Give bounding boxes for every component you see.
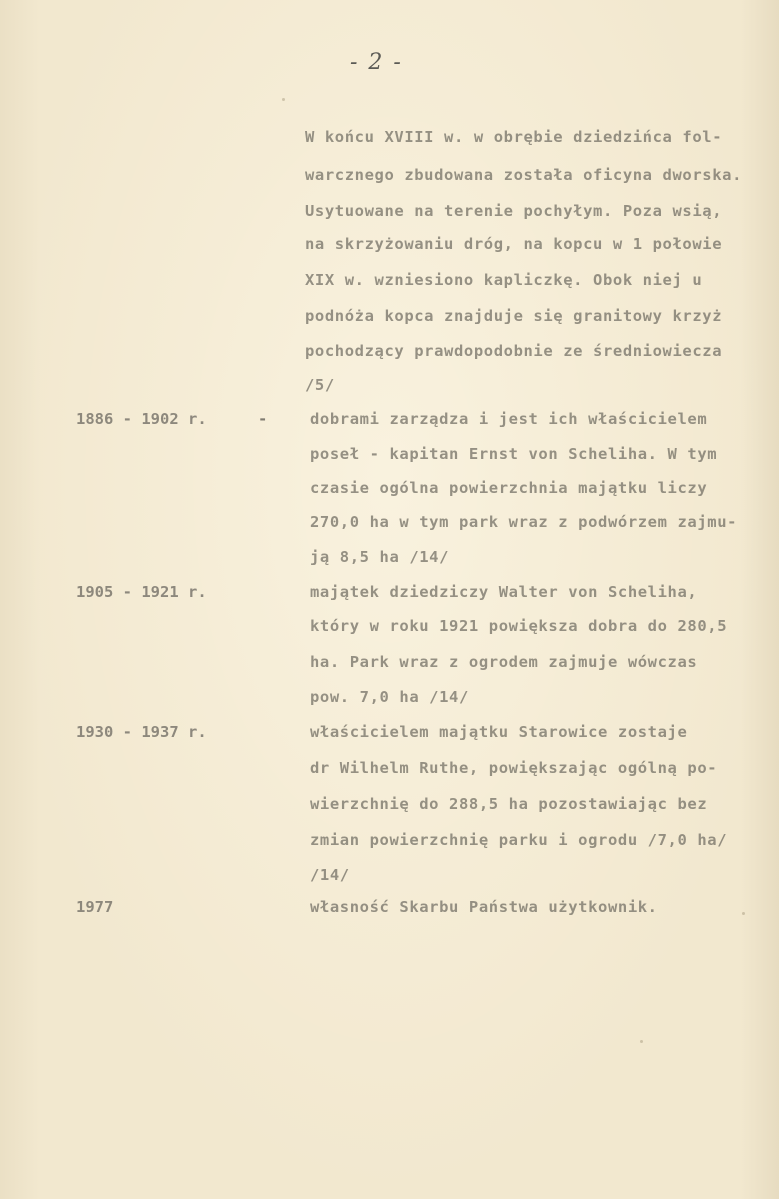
text-line: /14/: [310, 866, 350, 884]
text-line: ha. Park wraz z ogrodem zajmuje wówczas: [310, 653, 698, 671]
text-line: majątek dziedziczy Walter von Scheliha,: [310, 583, 698, 601]
text-line: wierzchnię do 288,5 ha pozostawiając bez: [310, 795, 708, 813]
text-line: pow. 7,0 ha /14/: [310, 688, 469, 706]
entry-dash: -: [258, 410, 268, 428]
text-line: warcznego zbudowana została oficyna dworska.: [305, 166, 742, 184]
paper-speck: [742, 912, 745, 915]
text-line: XIX w. wzniesiono kapliczkę. Obok niej u: [305, 271, 703, 289]
entry-date: 1930 - 1937 r.: [76, 723, 207, 741]
text-line: /5/: [305, 376, 335, 394]
entry-date: 1905 - 1921 r.: [76, 583, 207, 601]
text-line: W końcu XVIII w. w obrębie dziedzińca fol-: [305, 128, 723, 146]
text-line: dr Wilhelm Ruthe, powiększając ogólną po-: [310, 759, 718, 777]
text-line: na skrzyżowaniu dróg, na kopcu w 1 połowie: [305, 235, 723, 253]
entry-date: 1886 - 1902 r.: [76, 410, 207, 428]
text-line: 270,0 ha w tym park wraz z podwórzem zajmu-: [310, 513, 738, 531]
text-line: czasie ogólna powierzchnia majątku liczy: [310, 479, 708, 497]
text-line: ją 8,5 ha /14/: [310, 548, 450, 566]
text-line: pochodzący prawdopodobnie ze średniowiecza: [305, 342, 723, 360]
text-line: właścicielem majątku Starowice zostaje: [310, 723, 688, 741]
text-line: podnóża kopca znajduje się granitowy krzyż: [305, 307, 723, 325]
text-line: Usytuowane na terenie pochyłym. Poza wsią,: [305, 202, 723, 220]
text-line: własność Skarbu Państwa użytkownik.: [310, 898, 658, 916]
text-line: zmian powierzchnię parku i ogrodu /7,0 ha/: [310, 831, 728, 849]
text-line: który w roku 1921 powiększa dobra do 280,5: [310, 617, 728, 635]
text-line: poseł - kapitan Ernst von Scheliha. W tym: [310, 445, 718, 463]
entry-date: 1977: [76, 898, 114, 916]
page-number: - 2 -: [350, 50, 403, 75]
text-line: dobrami zarządza i jest ich właścicielem: [310, 410, 708, 428]
paper-speck: [640, 1040, 643, 1043]
paper-speck: [282, 98, 285, 101]
